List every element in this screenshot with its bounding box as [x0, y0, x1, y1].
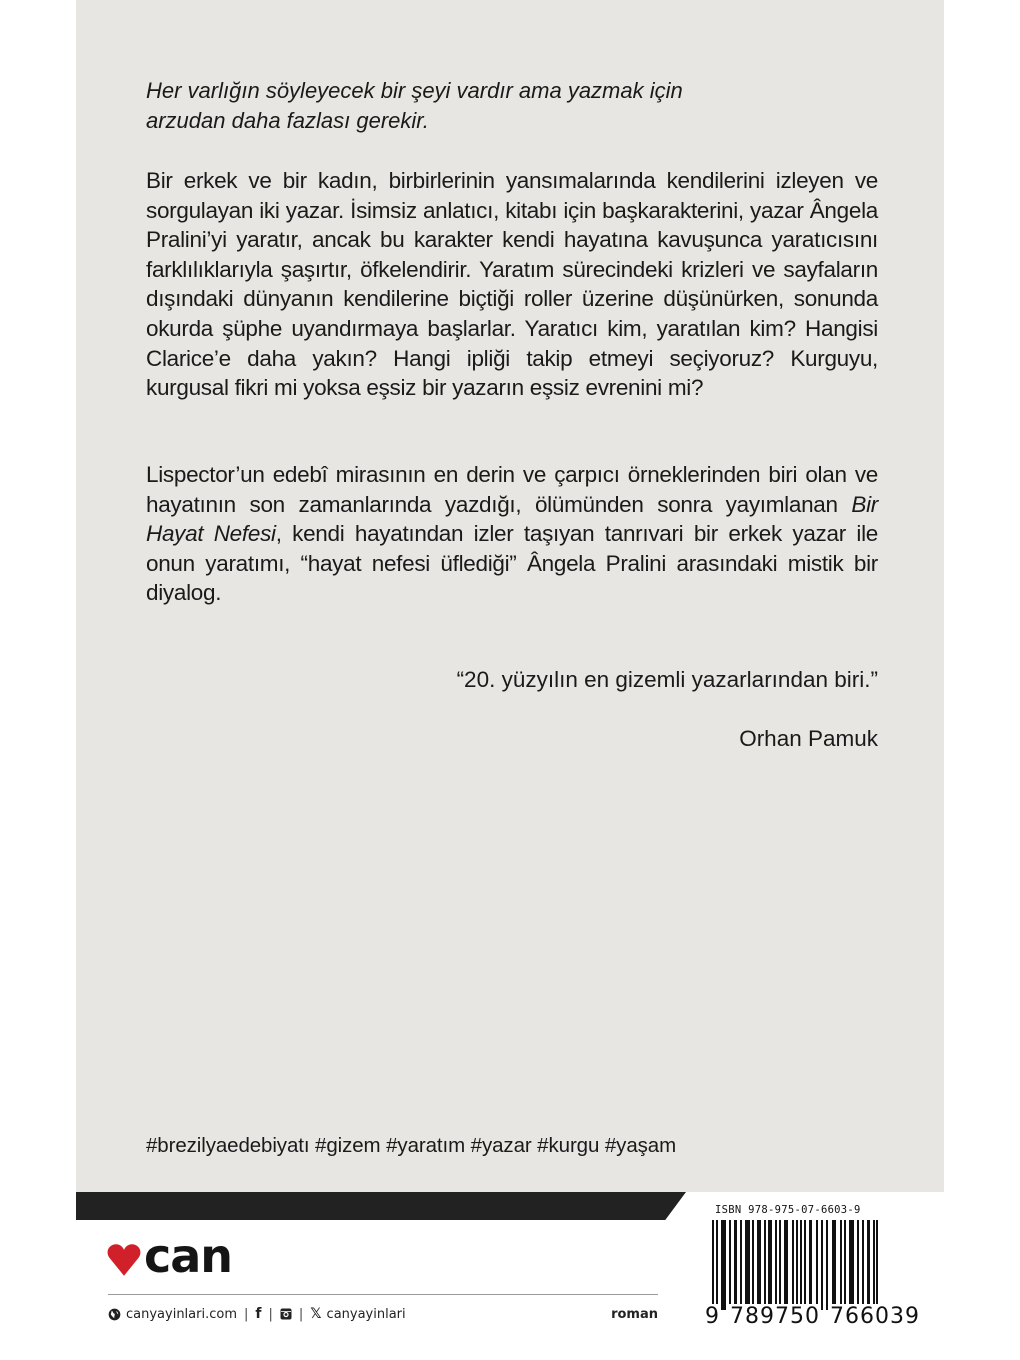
decorative-bar — [76, 1192, 686, 1220]
blurb-paragraph-2 — [146, 460, 878, 608]
website-link[interactable]: canyayinlari.com — [126, 1306, 237, 1322]
separator: | — [244, 1306, 249, 1322]
blurb-paragraph-1: Bir erkek ve bir kadın, birbirlerinin yansımalarında kendilerini izleyen ve sorgulayan iki yazar. İsimsiz anlatıcı, kitabı için başkarakterini, yazar Ângela Pralini’yi yaratır, ancak bu karakter kendi hayatına kavuşunca yaratıcısını farklılıklarıyla şaşırtır, öfkelendirir. Yaratım sürecindeki krizleri ve sayfaların dışındaki dünyanın kendilerine biçtiği roller üzerine düşünürken, sonunda okurda şüphe uyandırmaya başlarlar. Yaratıcı kim, yaratılan kim? Hangisi Clarice’e daha yakın? Hangi ipliği takip etmeyi seçiyoruz? Kurguyu, kurgusal fikri mi yoksa eşsiz bir yazarın eşsiz evrenini mi? — [146, 168, 878, 401]
social-handle[interactable]: canyayinlari — [326, 1306, 406, 1322]
isbn-label: ISBN 978-975-07-6603-9 — [715, 1204, 861, 1216]
footer-divider — [108, 1294, 658, 1295]
paragraph-2-intro: Lispector’un edebî mirasının en derin ve çarpıcı örneklerinden biri olan ve hayatının son zamanlarında yazdığı, ölümünden sonra yayımlanan — [146, 462, 878, 517]
publisher-footer — [108, 1306, 658, 1322]
heart-icon — [106, 1242, 142, 1278]
publisher-logo — [106, 1229, 233, 1283]
facebook-icon[interactable]: f — [255, 1306, 262, 1322]
separator: | — [268, 1306, 273, 1322]
x-icon[interactable]: 𝕏 — [310, 1306, 322, 1322]
separator: | — [298, 1306, 304, 1322]
instagram-icon[interactable] — [280, 1308, 292, 1320]
logo-text: can — [144, 1229, 233, 1283]
isbn-barcode — [705, 1204, 920, 1332]
quote-author: Orhan Pamuk — [739, 726, 878, 751]
globe-icon — [108, 1308, 121, 1321]
epigraph: Her varlığın söyleyecek bir şeyi vardır ama yazmak için arzudan daha fazlası gerekir. — [146, 78, 683, 133]
paragraph-2-rest: , kendi hayatından izler taşıyan tanrıvari bir erkek yazar ile onun yaratımı, “hayat nefesi üflediği” Ângela Pralini arasındaki mistik bir diyalog. — [146, 521, 878, 606]
ean-number: 9 789750 766039 — [705, 1304, 920, 1329]
review-quote: “20. yüzyılın en gizemli yazarlarından biri.” — [456, 667, 878, 692]
book-title: Bir Hayat Nefesi — [146, 491, 878, 547]
genre-label: roman — [611, 1306, 658, 1322]
hashtags: #brezilyaedebiyatı #gizem #yaratım #yazar #kurgu #yaşam — [146, 1134, 677, 1157]
